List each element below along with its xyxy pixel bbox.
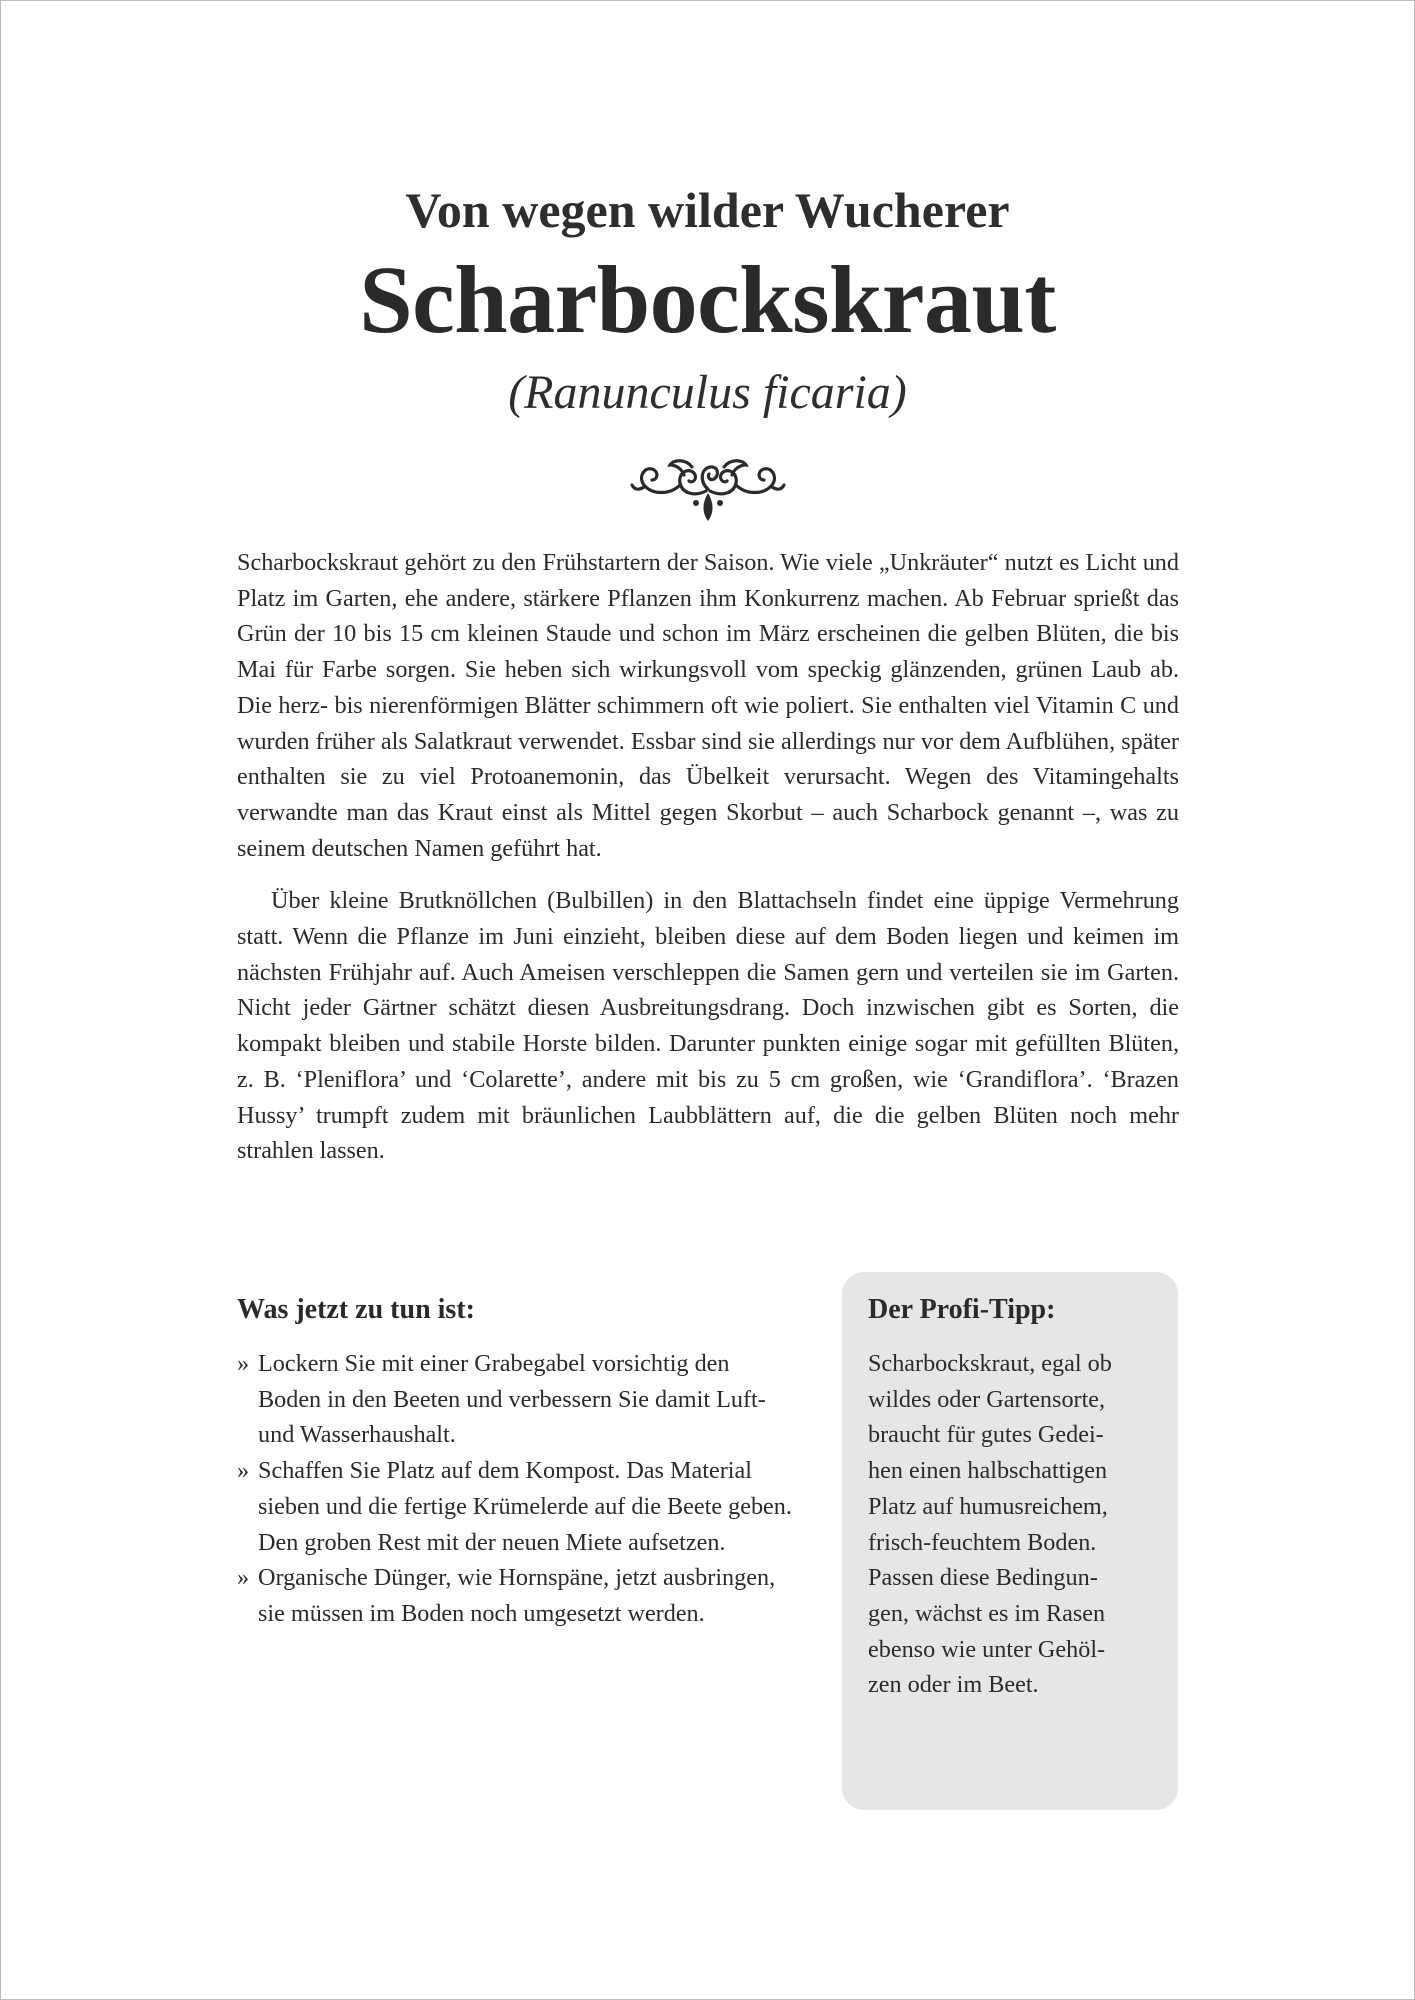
tip-text-line: braucht für gutes Gedei-: [868, 1421, 1104, 1449]
list-item: [237, 1453, 792, 1560]
tip-heading: Der Profi-Tipp:: [868, 1294, 1056, 1325]
tip-text-line: gen, wächst es im Rasen: [868, 1599, 1106, 1627]
tip-text-line: Platz auf humusreichem,: [868, 1492, 1108, 1520]
page-subtitle: Von wegen wilder Wucherer: [405, 182, 1010, 238]
article-paragraph: Scharbockskraut gehört zu den Frühstartern der Saison. Wie viele „Unkräuter“ nutzt es Licht und Platz im Garten, ehe andere, stärkere Pflanzen ihm Konkurrenz machen. Ab Februar sprießt das Grün der 10 bis 15 cm kleinen Staude und schon im März erscheinen die gelben Blüten, die bis Mai für Farbe sorgen. Sie heben sich wirkungsvoll vom speckig glänzenden, grünen Laub ab. Die herz- bis nierenförmigen Blätter schimmern oft wie poliert. Sie enthalten viel Vitamin C und wurden früher als Salatkraut verwendet. Essbar sind sie allerdings nur vor dem Aufblühen, später enthalten sie zu viel Protoanemonin, das Übelkeit verursacht. Wegen des Vitamingehalts verwandte man das Kraut einst als Mittel gegen Skorbut – auch Scharbock genannt –, was zu seinem deutschen Namen geführt hat.: [237, 549, 1179, 862]
tip-text-line: wildes oder Gartensorte,: [868, 1385, 1106, 1413]
tip-text-line: ebenso wie unter Gehöl-: [868, 1635, 1106, 1663]
tip-text-line: Scharbockskraut, egal ob: [868, 1350, 1112, 1377]
list-item-text: Schaffen Sie Platz auf dem Kompost. Das Material sieben und die fertige Krümelerde auf die Beete geben. Den groben Rest mit der neuen Miete aufsetzen.: [258, 1457, 792, 1556]
todo-section: [237, 1290, 792, 1632]
flourish-ornament-icon: [630, 453, 786, 523]
bullet-glyph: »: [237, 1350, 250, 1377]
list-item-text: Lockern Sie mit einer Grabegabel vorsichtig den Boden in den Beeten und verbessern Sie damit Luft- und Wasserhaushalt.: [258, 1350, 766, 1449]
profi-tipp-box: [842, 1272, 1178, 1810]
list-item: [237, 1560, 792, 1631]
bullet-glyph: »: [237, 1457, 250, 1485]
tip-text-line: hen einen halbschattigen: [868, 1457, 1108, 1485]
tip-text-line: frisch-feuchtem Boden.: [868, 1528, 1097, 1556]
page-header: [0, 175, 1415, 423]
page-title: Scharbockskraut: [359, 246, 1056, 353]
todo-heading: Was jetzt zu tun ist:: [237, 1294, 475, 1325]
article-body: [237, 545, 1179, 1169]
latin-name: (Ranunculus ficaria): [508, 366, 907, 419]
article-paragraph: Über kleine Brutknöllchen (Bulbillen) in den Blattachseln findet eine üppige Vermehrung statt. Wenn die Pflanze im Juni einzieht, bleiben diese auf dem Boden liegen und keimen im nächsten Frühjahr auf. Auch Ameisen verschleppen die Samen gern und verteilen sie im Garten. Nicht jeder Gärtner schätzt diesen Ausbreitungsdrang. Doch inzwischen gibt es Sorten, die kompakt bleiben und stabile Horste bilden. Darunter punkten einige sogar mit gefüllten Blüten, z. B. ‘Pleniflora’ und ‘Colarette’, andere mit bis zu 5 cm großen, wie ‘Grandiflora’. ‘Brazen Hussy’ trumpft zudem mit bräunlichen Laubblättern auf, die die gelben Blüten noch mehr strahlen lassen.: [237, 887, 1179, 1165]
bullet-glyph: »: [237, 1564, 250, 1592]
list-item-text: Organische Dünger, wie Hornspäne, jetzt ausbringen, sie müssen im Boden noch umgesetzt werden.: [258, 1564, 776, 1627]
tip-text-line: zen oder im Beet.: [868, 1671, 1039, 1699]
todo-list: [237, 1346, 792, 1632]
list-item: [237, 1346, 792, 1453]
tip-text-line: Passen diese Bedingun-: [868, 1564, 1098, 1592]
